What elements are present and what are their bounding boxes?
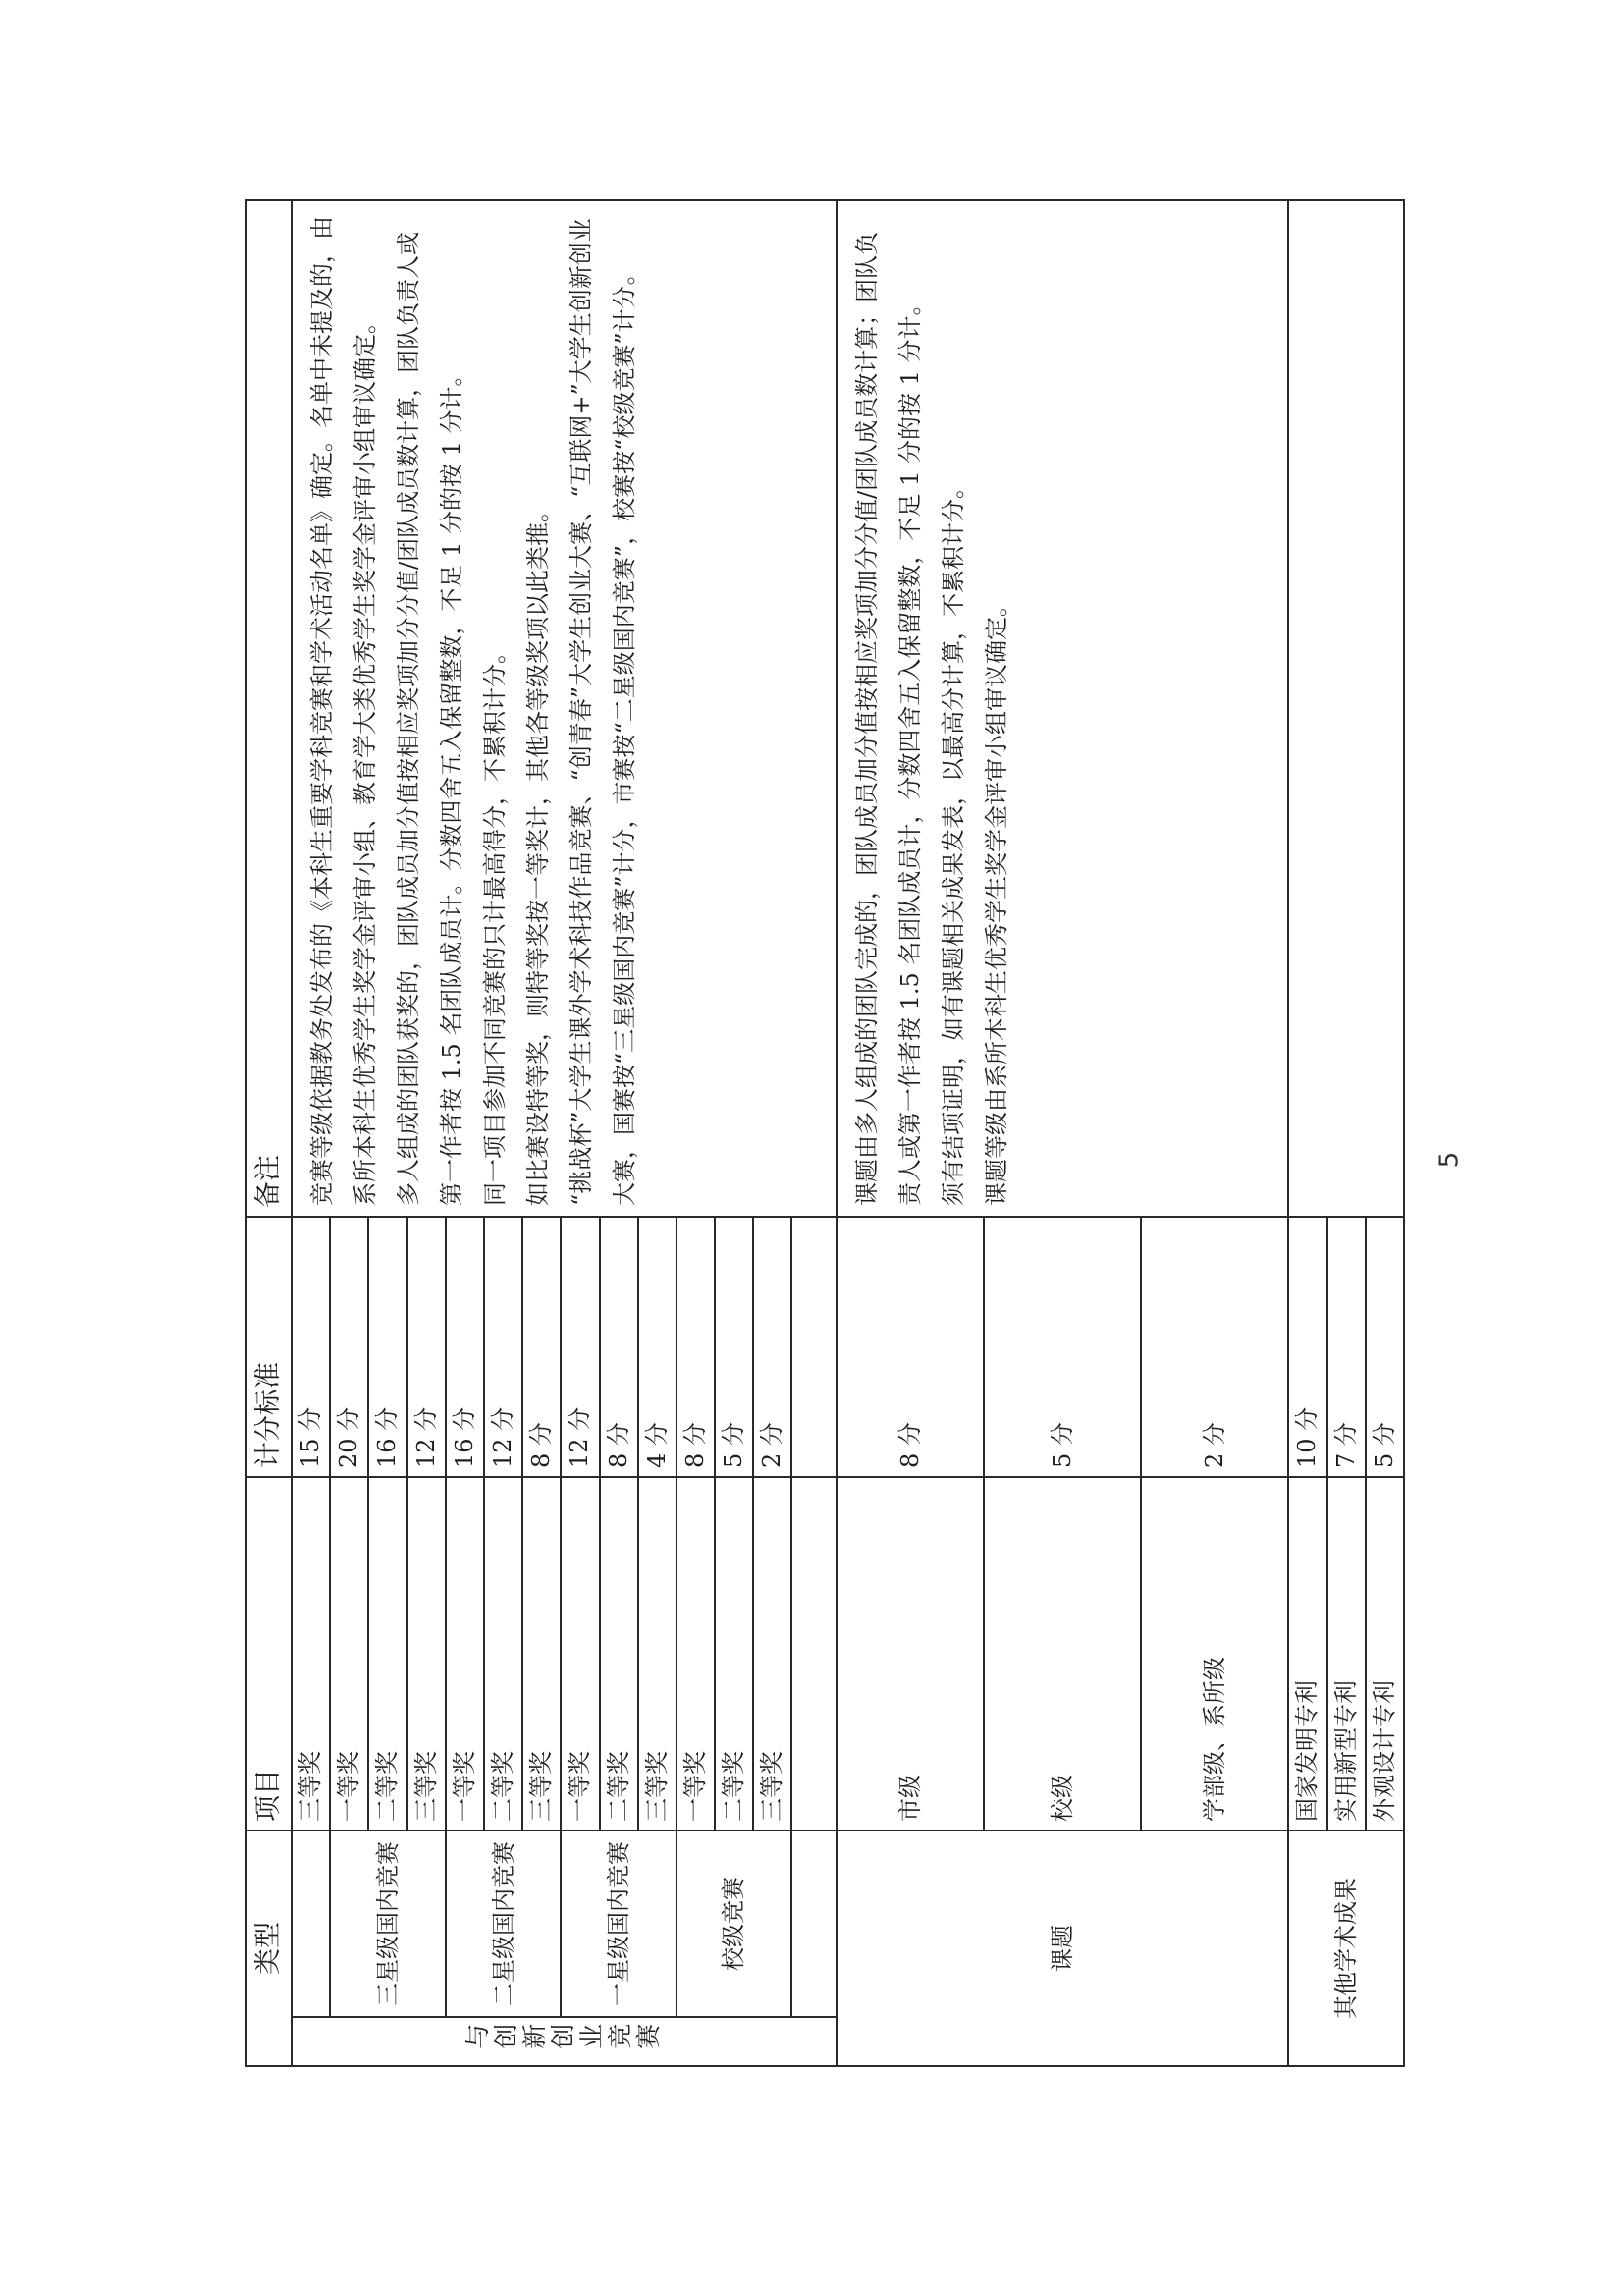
score-cell: 8 分: [600, 1217, 638, 1477]
score-cell: 12 分: [561, 1217, 599, 1477]
item-cell: 二等奖: [484, 1477, 522, 1831]
header-item: 项目: [246, 1477, 292, 1831]
item-cell: 一等奖: [330, 1477, 368, 1831]
score-cell: 2 分: [753, 1217, 791, 1477]
item-cell: 三等奖: [638, 1477, 676, 1831]
empty-cell: [791, 1477, 837, 1831]
category-other: 其他学术成果: [1288, 1831, 1404, 2066]
item-cell: 一等奖: [446, 1477, 484, 1831]
scoring-table: [245, 199, 1405, 2067]
header-note: 备注: [246, 200, 292, 1217]
score-cell: 5 分: [715, 1217, 753, 1477]
note-paragraph: 课题等级由系所本科生优秀学生奖学金评审小组审议确定。: [983, 593, 1011, 1206]
header-type: 类型: [246, 1831, 292, 2066]
empty-cell: [791, 1831, 837, 2017]
score-cell: 12 分: [484, 1217, 522, 1477]
header-score: 计分标准: [246, 1217, 292, 1477]
empty-subcategory: [292, 1831, 330, 2017]
subcategory-two-star: 二星级国内竞赛: [446, 1831, 562, 2017]
score-cell: 4 分: [638, 1217, 676, 1477]
category-competition-label: 与创新创业竞赛: [464, 2023, 665, 2052]
score-cell: 15 分: [292, 1217, 330, 1477]
table-row: [837, 200, 984, 2066]
score-cell: 2 分: [1141, 1217, 1288, 1477]
item-cell: 外观设计专利: [1366, 1477, 1404, 1831]
note-paragraph: 竞赛等级依据教务处发布的《本科生重要学科竞赛和学术活动名单》确定。名单中未提及的，由系所本科生优秀学生奖学金评审小组、教育学大类优秀学生奖学金评审小组审议确定。: [308, 216, 379, 1206]
item-cell: 二等奖: [715, 1477, 753, 1831]
table-row: [1288, 200, 1326, 2066]
item-cell: 实用新型专利: [1327, 1477, 1366, 1831]
item-cell: 二等奖: [600, 1477, 638, 1831]
item-cell: 国家发明专利: [1288, 1477, 1326, 1831]
project-notes: [837, 200, 1288, 1217]
page-number: 5: [1434, 1151, 1465, 1169]
item-cell: 市级: [837, 1477, 984, 1831]
empty-cell: [791, 1217, 837, 1477]
note-paragraph: 课题由多人组成的团队完成的，团队成员加分值按相应奖项加分分值/团队成员数计算；团队负责人或第一作者按 1.5 名团队成员计，分数四舍五入保留整数，不足 1 分的按 1 分计。: [853, 231, 925, 1206]
item-cell: 三等奖: [522, 1477, 561, 1831]
subcategory-three-star: 三星级国内竞赛: [330, 1831, 446, 2017]
item-cell: 一等奖: [561, 1477, 599, 1831]
score-cell: 20 分: [330, 1217, 368, 1477]
subcategory-one-star: 一星级国内竞赛: [561, 1831, 676, 2017]
note-paragraph: 多人组成的团队获奖的，团队成员加分值按相应奖项加分分值/团队成员数计算，团队负责人或第一作者按 1.5 名团队成员计。分数四舍五入保留整数，不足 1 分的按 1 分计。: [395, 231, 465, 1206]
other-notes-empty: [1288, 200, 1404, 1217]
table-row: [292, 200, 330, 2066]
score-cell: 10 分: [1288, 1217, 1326, 1477]
score-cell: 16 分: [446, 1217, 484, 1477]
note-paragraph: 如比赛设特等奖，则特等奖按一等奖计，其他各等级奖项以此类推。: [524, 499, 552, 1206]
item-cell: 三等奖: [407, 1477, 446, 1831]
score-cell: 16 分: [368, 1217, 406, 1477]
note-paragraph: “挑战杯”大学生课外学术科技作品竞赛、“创青春”大学生创业大赛、“互联网+”大学生创新创业大赛，国赛按“三星级国内竞赛”计分，市赛按“二星级国内竞赛”，校赛按“校级竞赛”计分。: [568, 218, 638, 1206]
subcategory-school: 校级竞赛: [676, 1831, 792, 2017]
score-cell: 5 分: [984, 1217, 1141, 1477]
note-paragraph: 同一项目参加不同竞赛的只计最高得分，不累积计分。: [481, 640, 509, 1206]
item-cell: 校级: [984, 1477, 1141, 1831]
rotated-page-content: [245, 201, 1398, 2067]
score-cell: 8 分: [522, 1217, 561, 1477]
category-competition: [292, 2017, 837, 2066]
score-cell: 5 分: [1366, 1217, 1404, 1477]
score-cell: 8 分: [837, 1217, 984, 1477]
header-row: [246, 200, 292, 2066]
competition-notes: [292, 200, 837, 1217]
item-cell: 三等奖: [292, 1477, 330, 1831]
score-cell: 7 分: [1327, 1217, 1366, 1477]
item-cell: 学部级、系所级: [1141, 1477, 1288, 1831]
score-cell: 12 分: [407, 1217, 446, 1477]
score-cell: 8 分: [676, 1217, 715, 1477]
item-cell: 一等奖: [676, 1477, 715, 1831]
category-project: 课题: [837, 1831, 1288, 2066]
item-cell: 二等奖: [368, 1477, 406, 1831]
note-paragraph: 须有结项证明，如有课题相关成果发表，以最高分计算，不累积计分。: [940, 475, 968, 1206]
item-cell: 三等奖: [753, 1477, 791, 1831]
